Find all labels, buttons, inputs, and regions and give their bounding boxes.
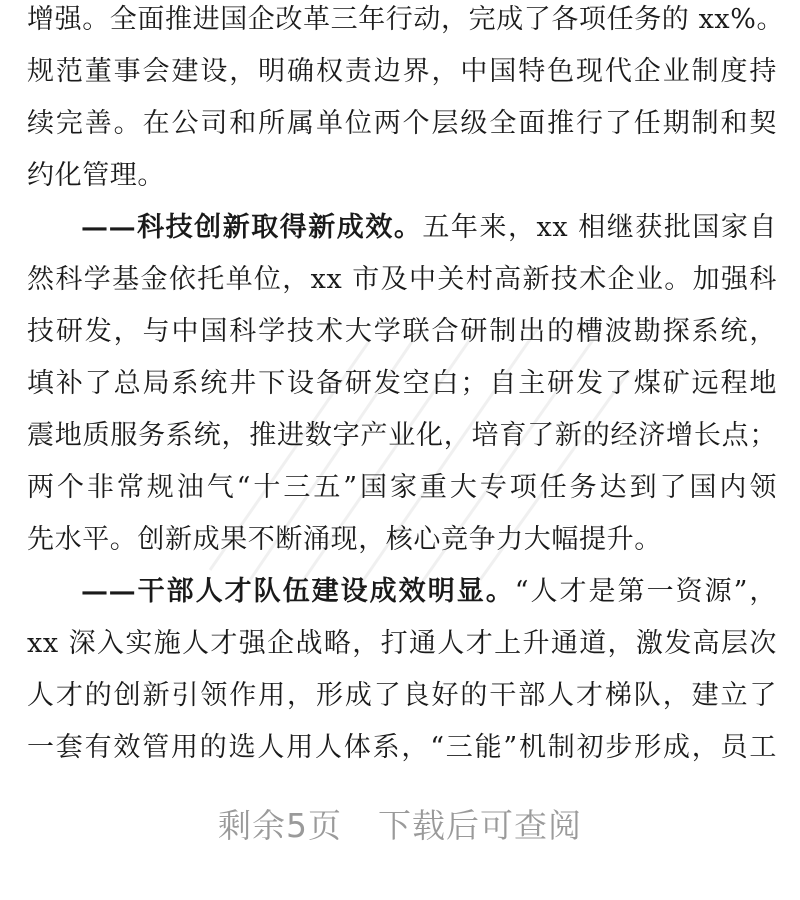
- section-first-text: “人才是第一资源”，: [514, 576, 777, 607]
- text-line: 一套有效管用的选人用人体系，“三能”机制初步形成，员工: [27, 732, 777, 763]
- text-line: xx 深入实施人才强企战略，打通人才上升通道，激发高层次: [27, 628, 777, 659]
- text-line: 人才的创新引领作用，形成了良好的干部人才梯队，建立了: [27, 680, 777, 711]
- text-line: 震地质服务系统，推进数字产业化，培育了新的经济增长点；: [27, 420, 777, 451]
- text-line: 两个非常规油气“十三五”国家重大专项任务达到了国内领: [27, 472, 777, 503]
- download-to-view-label: 下载后可查阅: [378, 806, 582, 845]
- section-lead: ——科技创新取得新成效。: [81, 212, 423, 243]
- section-lead: ——干部人才队伍建设成效明显。: [81, 576, 515, 607]
- text-line: 填补了总局系统井下设备研发空白；自主研发了煤矿远程地: [27, 368, 777, 399]
- text-line: 先水平。创新成果不断涌现，核心竞争力大幅提升。: [27, 524, 662, 555]
- text-line: 技研发，与中国科学技术大学联合研制出的槽波勘探系统，: [27, 316, 777, 347]
- text-line: 增强。全面推进国企改革三年行动，完成了各项任务的 xx%。: [27, 4, 785, 35]
- download-prompt[interactable]: [0, 800, 800, 847]
- section-heading-line: [27, 210, 777, 262]
- text-line: 然科学基金依托单位，xx 市及中关村高新技术企业。加强科: [27, 264, 777, 295]
- text-line: 规范董事会建设，明确权责边界，中国特色现代企业制度持: [27, 56, 777, 87]
- remaining-pages-label: 剩余5页: [218, 806, 342, 845]
- section-heading-line: [27, 574, 777, 626]
- text-line: 续完善。在公司和所属单位两个层级全面推行了任期制和契: [27, 108, 777, 139]
- body-text: [27, 2, 785, 782]
- text-line: 约化管理。: [27, 160, 165, 191]
- section-first-text: 五年来，xx 相继获批国家自: [422, 212, 778, 243]
